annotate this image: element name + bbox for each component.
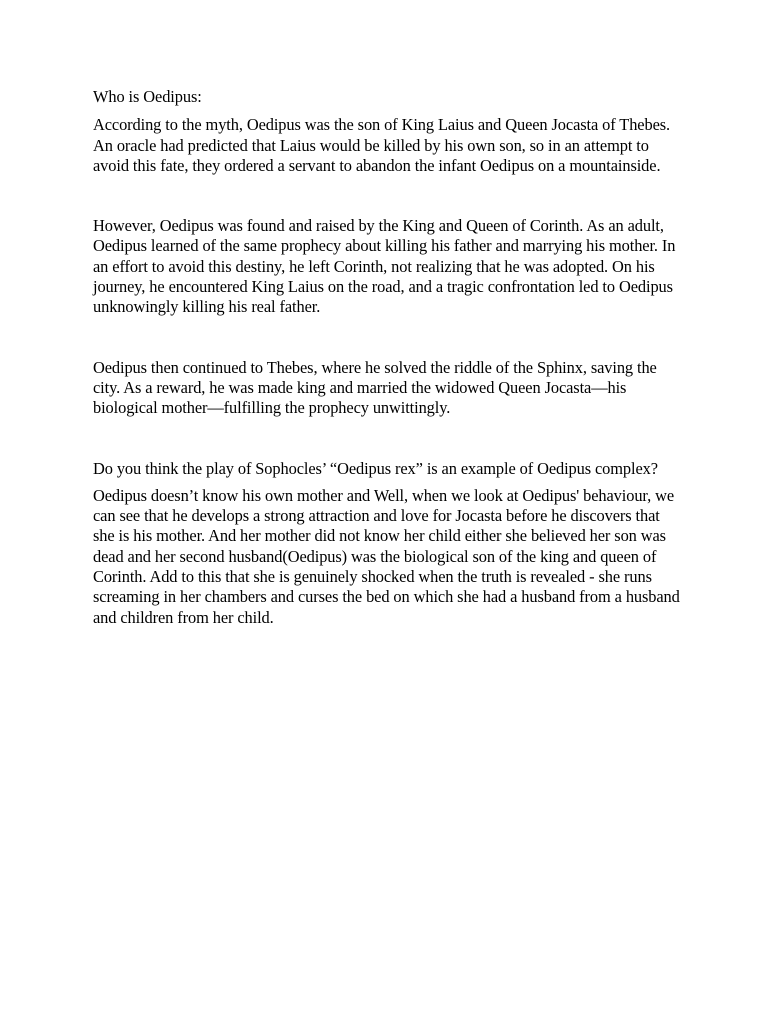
paragraph-thebes: Oedipus then continued to Thebes, where he solved the riddle of the Sphinx, saving the city. As a reward, he was made king and married the widowed Queen Jocasta—his biological mother—fulfilling the prophecy unwittingly. bbox=[93, 357, 657, 418]
answer-text: Oedipus doesn’t know his own mother and Well, when we look at Oedipus' behaviour, we can see that he develops a strong attraction and love for Jocasta before he discovers that she is his mother. And her mother did not know her child either she believed her son was dead and her second husband(Oedipus) was the biological son of the king and queen of Corinth. Add to this that she is genuinely shocked when the truth is revealed - she runs screaming in her chambers and curses the bed on which she had a husband from a husband and children from her child. bbox=[93, 485, 680, 627]
paragraph-myth-origin: According to the myth, Oedipus was the son of King Laius and Queen Jocasta of Thebes. An oracle had predicted that Laius would be killed by his own son, so in an attempt to avoid this fate, they ordered a servant to abandon the infant Oedipus on a mountainside. bbox=[93, 115, 671, 175]
paragraph-corinth: However, Oedipus was found and raised by the King and Queen of Corinth. As an adult, Oedipus learned of the same prophecy about killing his father and marrying his mother. In an effort to avoid this destiny, he left Corinth, not realizing that he was adopted. On his journey, he encountered King Laius on the road, and a tragic confrontation led to Oedipus unknowingly killing his real father. bbox=[93, 216, 676, 317]
document-body bbox=[93, 87, 683, 628]
question-text: Do you think the play of Sophocles’ “Oedipus rex” is an example of Oedipus complex? bbox=[93, 458, 658, 478]
section-heading: Who is Oedipus: bbox=[93, 87, 202, 106]
